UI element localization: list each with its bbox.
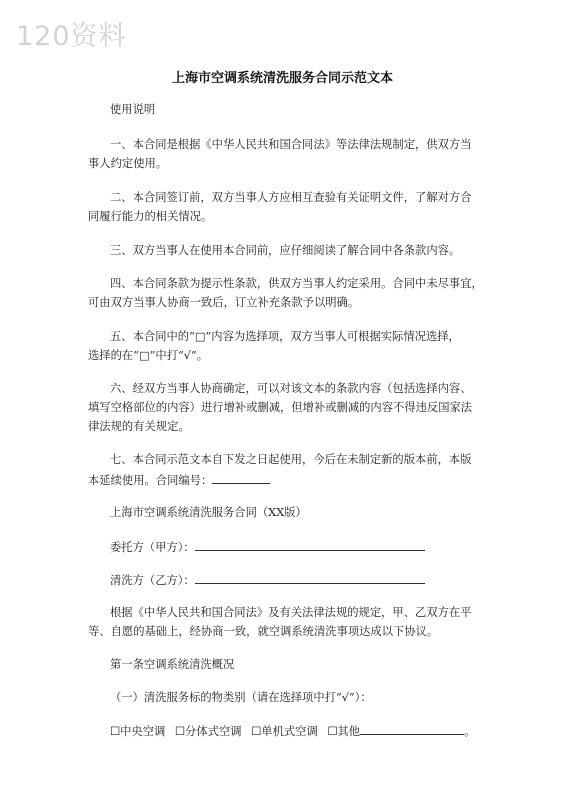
instructions-heading: 使用说明 bbox=[110, 103, 156, 116]
contract-name: 上海市空调系统清洗服务合同（XX版） bbox=[110, 506, 307, 519]
option-split-ac[interactable]: ☐分体式空调 bbox=[174, 725, 242, 738]
instruction-6-line-3: 律法规的有关规定。 bbox=[88, 420, 190, 433]
cleaner-label: 清洗方（乙方）： bbox=[110, 574, 195, 587]
contract-number-blank[interactable] bbox=[212, 471, 270, 484]
preamble-line-1: 根据《中华人民共和国合同法》及有关法律法规的规定，甲、乙双方在平 bbox=[110, 606, 472, 619]
instruction-2-line-1: 二、本合同签订前，双方当事人方应相互查验有关证明文件，了解对方合 bbox=[110, 191, 472, 204]
client-blank[interactable] bbox=[195, 538, 425, 551]
instruction-4-line-1: 四、本合同条款为提示性条款，供双方当事人约定采用。合同中未尽事宜， bbox=[110, 277, 483, 290]
instruction-4-line-2: 可由双方当事人协商一致后，订立补充条款予以明确。 bbox=[88, 296, 360, 309]
instruction-1-line-1: 一、本合同是根据《中华人民共和国合同法》等法律法规制定，供双方当 bbox=[110, 138, 472, 151]
cleaner-blank[interactable] bbox=[195, 571, 425, 584]
instruction-7-line-2 bbox=[88, 471, 270, 489]
instruction-1-line-2: 事人约定使用。 bbox=[88, 157, 168, 170]
instruction-6-line-2: 填写空格部位的内容）进行增补或删减，但增补或删减的内容不得违反国家法 bbox=[88, 401, 473, 414]
option-unit-ac[interactable]: ☐单机式空调 bbox=[251, 725, 318, 738]
end-mark: 。 bbox=[464, 725, 476, 738]
instruction-2-line-2: 同履行能力的相关情况。 bbox=[88, 210, 213, 223]
option-central-ac[interactable]: ☐中央空调 bbox=[110, 725, 166, 738]
instruction-3-line-1: 三、双方当事人在使用本合同前，应仔细阅读了解合同中各条款内容。 bbox=[110, 244, 461, 257]
item-1-heading: （一）清洗服务标的物类别（请在选择项中打“√”）： bbox=[110, 691, 372, 704]
instruction-7-line-1: 七、本合同示范文本自下发之日起使用，今后在未制定新的版本前，本版 bbox=[110, 453, 472, 466]
watermark: 120资料 bbox=[16, 21, 127, 52]
instruction-5-line-1: 五、本合同中的“□”内容为选择项，双方当事人可根据实际情况选择， bbox=[110, 330, 460, 343]
option-other[interactable]: ☐其他 bbox=[327, 725, 361, 738]
instruction-6-line-1: 六、经双方当事人协商确定，可以对该文本的条款内容（包括选择内容、 bbox=[110, 382, 472, 395]
article-1-heading: 第一条空调系统清洗概况 bbox=[110, 658, 235, 671]
other-blank[interactable] bbox=[360, 722, 464, 735]
contract-number-label: 本延续使用。合同编号： bbox=[88, 474, 213, 487]
instruction-5-line-2: 选择的在“□”中打“√”。 bbox=[88, 349, 209, 362]
cleaner-line bbox=[110, 571, 425, 589]
client-line bbox=[110, 538, 425, 556]
document-title: 上海市空调系统清洗服务合同示范文本 bbox=[171, 71, 393, 86]
service-type-options bbox=[110, 722, 475, 740]
client-label: 委托方（甲方）： bbox=[110, 541, 195, 554]
preamble-line-2: 等、自愿的基础上，经协商一致，就空调系统清洗事项达成以下协议。 bbox=[88, 625, 439, 638]
